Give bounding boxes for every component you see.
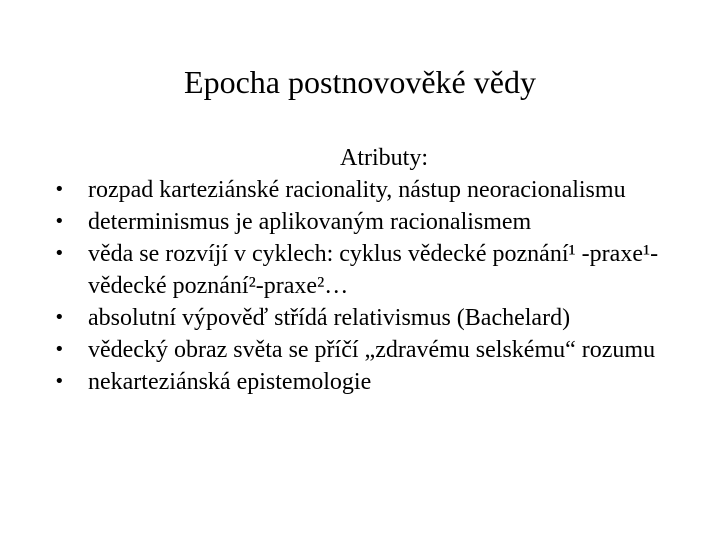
list-item <box>54 206 694 238</box>
list-item <box>54 238 694 302</box>
bullet-icon: • <box>54 243 65 264</box>
list-item-text: nekarteziánská epistemologie <box>88 369 372 395</box>
list-item <box>54 302 694 334</box>
list-item-text: věda se rozvíjí v cyklech: cyklus vědecké poznání¹ -praxe¹- vědecké poznání²-praxe²… <box>88 241 659 299</box>
bullet-icon: • <box>54 339 65 360</box>
list-item-text: vědecký obraz světa se příčí „zdravému selskému“ rozumu <box>88 337 656 363</box>
bullet-icon: • <box>54 371 65 392</box>
list-item <box>54 334 694 366</box>
bullet-icon: • <box>54 211 65 232</box>
list-item-text: absolutní výpověď střídá relativismus (Bachelard) <box>88 305 571 331</box>
bullet-list <box>54 174 694 398</box>
list-item <box>54 174 694 206</box>
subheading: Atributy: <box>340 145 428 171</box>
list-item <box>54 366 694 398</box>
slide-body <box>54 142 694 398</box>
bullet-icon: • <box>54 307 65 328</box>
bullet-icon: • <box>54 179 65 200</box>
slide-title: Epocha postnovověké vědy <box>184 64 536 100</box>
list-item-text: determinismus je aplikovaným racionalismem <box>88 209 532 235</box>
list-item-text: rozpad karteziánské racionality, nástup neoracionalismu <box>88 177 626 203</box>
